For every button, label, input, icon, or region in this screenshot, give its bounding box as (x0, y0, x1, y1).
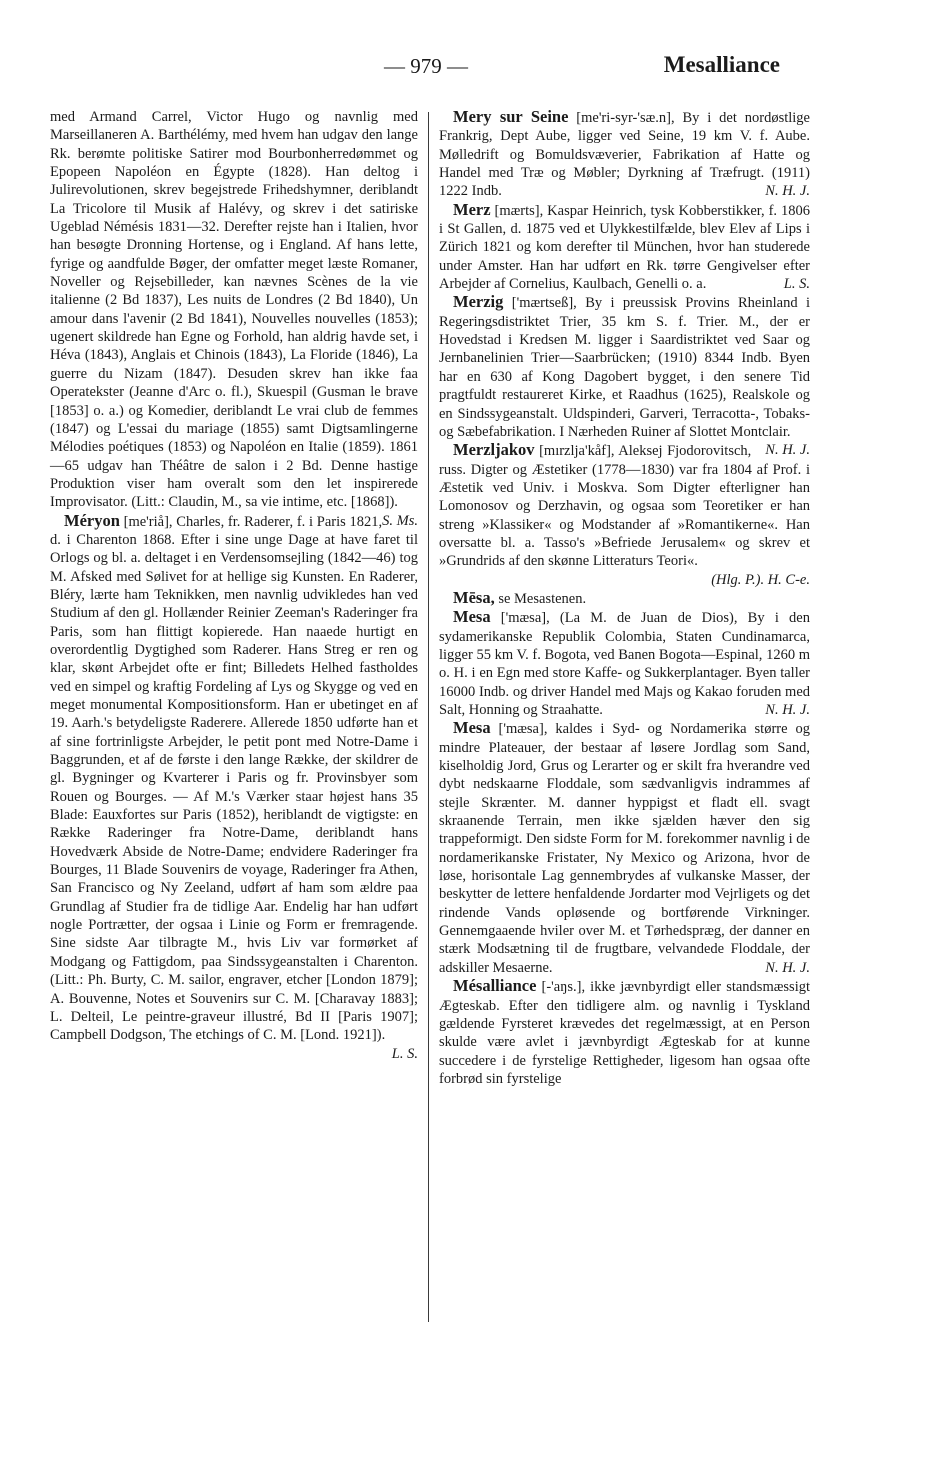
author-signature: N. H. J. (765, 959, 810, 976)
entry-text: [mırzlja'kåf], Aleksej Fjodorovitsch, russ. Digter og Æstetiker (1778—1830) var fra 1804 af Prof. i Æstetik ved Univ. i Moskva. Som Digter efterligner han Lomonosov og Derzhavin, og ogsaa som Teoretiker er han streng »Klassiker« og Modstander af »Romantikerne«. Han oversatte bl. a. Tasso's »Befriede Jerusalem« og skrev et »Grundrids af den skønne Litteraturs Teori«. (439, 443, 810, 570)
author-signature: L. S. (783, 276, 810, 293)
entry-text: ['mæsa], (La M. de Juan de Dios), By i den sydamerikanske Republik Colombia, Staten Cundinamarca, ligger 55 km V. f. Bogota, ved Banen Bogota—Espinal, 1260 m o. H. i en Egn med store Kaffe- og Sukkerplantager. Byen taller 16000 Indb. og driver Handel med Majs og Kakao foruden med Salt, Honning og Straahatte. (439, 610, 810, 718)
entry-text: [-'aŋs.], ikke jævnbyrdigt eller standsmæssigt Ægteskab. Efter den tidligere alm. og navnlig i Tyskland gældende Fyrsteret krævedes det regelmæssigt, at en Person skulde være avlet i jævnbyrdigt Ægteskab for at kunne succedere i de fyrstelige Rettigheder, ligesom han ogsaa ofte forbrød sin fyrstelige (439, 979, 810, 1087)
headword: Mésalliance (453, 976, 537, 996)
headword: Merzljakov (453, 440, 535, 460)
entry-mesa-reference (439, 589, 810, 608)
headword: Merzig (453, 292, 504, 312)
entry-mery-sur-seine (439, 108, 810, 201)
entry-merz (439, 201, 810, 294)
right-column (439, 108, 810, 1088)
running-head: Mesalliance (663, 52, 780, 77)
page-header (0, 52, 928, 82)
entry-text: [me'ri-syr-'sæ.n], By i det nordøstlige Frankrig, Dept Aube, ligger ved Seine, 19 km V. f. Aube. Mølledrift og Bomuldsvæverier, Fabrikation af Hatte og Handel med Træ og Møbler; Dyrkning af Træfrugt. (1911) 1222 Indb. (439, 110, 810, 200)
headword: Mesa (453, 718, 491, 738)
entry-merzljakov (439, 441, 810, 589)
author-signature: L. S. (391, 1045, 418, 1062)
entry-text: [me'riå], Charles, fr. Raderer, f. i Paris 1821, d. i Charenton 1868. Efter i sine unge Dage at have faret til Orlogs og bl. a. deltaget i en Verdensomsejling (1842—46) tog M. Afsked med Sølivet for at hellige sig Kunsten. En Raderer, Bléry, lærte ham Teknikken, men navnlig udvikledes han ved Studium af den gl. Hollænder Reinier Zeeman's Raderinger fra Paris, som han flittigt kopierede. Han naaede hurtigt en overordentlig Dygtighed som Raderer. Hans Streg er ren og klar, skønt Arbejdet ofte er fint; Billedets Helhed fastholdes ved en simpel og kraftig Fordeling af Lys og Skygge og ved en meget monumental Kompositionsform. Han er ubetinget en af 19. Aarh.'s betydeligste Raderere. Allerede 1850 udførte han et af sine fortrinligste Arbejder, le petit pont med Notre-Dame i Baggrunden, et af de første i den lange Række, der skildrer de gl. Bygninger og Kvarterer i Paris og fr. Provinsbyer som Rouen og Bourges. — Af M.'s Værker staar højest hans 35 Blade: Eauxfortes sur Paris (1852), heriblandt de vigtigste: en Række Raderinger fra Notre-Dame, deriblandt hans Hovedværk Abside de Notre-Dame; endvidere Raderinger fra Bourges, 11 Blade Souvenirs de voyage, Raderinger fra Athen, San Francisco og Ny Zeeland, udført af ham som ældre paa Grundlag af Studier fra de tidlige Aar. Endelig har han udført nogle Portrætter, der ogsaa i Linie og Form er fremragende. Sine sidste Aar tilbragte M., hvis Liv var formørket af Modgang og Fattigdom, paa Sindssygeanstalten i Charenton. (Litt.: Ph. Burty, C. M. sailor, engraver, etcher [London 1879]; A. Bouvenne, Notes et Souvenirs sur C. M. [Charavay 1883]; L. Delteil, Le peintre-graveur illustré, Bd II [Paris 1907]; Campbell Dodgson, The etchings of C. M. [Lond. 1921]). (50, 513, 418, 1044)
headword: Méryon (64, 510, 120, 530)
entry-mesa-plateau (439, 719, 810, 977)
author-signature: (Hlg. P.). H. C-e. (711, 571, 810, 588)
entry-text: med Armand Carrel, Victor Hugo og navnlig med Marseillaneren A. Barthélémy, med hvem han udgav den lange Rk. berømte politiske Satirer mod Bourbonherredømmet og Epopeen Napoléon en Égypte (1828). Han deltog i Julirevolutionen, skrev begejstrede Frihedshymner, deriblandt La Tricolore til Musik af Halévy, og skrev i det satiriske Ugeblad Némésis 1831—32. Derefter rejste han i Italien, hvor han besøgte Dronning Hortense, og i England. Af hans lette, fyrige og aandfulde Bøger, der omfatter meget læste Romaner, Noveller og Rejsebilleder, kan nævnes Scènes de la vie italienne (2 Bd 1837), Les nuits de Londres (2 Bd 1840), Un amour dans l'avenir (2 Bd 1841), Nouvelles nouvelles (1853); ugenert skildrede han Egne og Forhold, han aldrig havde set, i Héva (1843), Anglais et Chinois (1843), La Floride (1846), La guerre du Nizam (1847). Desuden skrev han ikke faa Operatekster (Jeanne d'Arc o. fl.), Skuespil (Gusman le brave [1853] o. a.) og Komedier, deriblandt Le vrai club de femmes (1847) og L'essai du mariage (1855) samt Digtsamlingerne Mélodies poétiques (1853) og Napoléon en Italie (1859). 1861—65 udgav han Théâtre de salon i 2 Bd. Denne hastige Produktion viser ham overalt som den let inspirerede Improvisator. (Litt.: Claudin, M., sa vie intime, etc. [1868]). (50, 109, 418, 511)
column-divider (428, 112, 429, 1322)
headword: Mēsa, (453, 587, 495, 607)
entry-text: ['mærtseß], By i preussisk Provins Rheinland i Regeringsdistriktet Trier, 35 km S. f. Trier. M., der er Hovedstad i Kredsen M. ligger i Saardistriktet ved Saar og Jernbanelinien Trier—Saarbrücken; (1910) 8344 Indb. Byen har en 630 af Kong Dagobert bygget, i den senere Tid pragtfuldt restaureret Kirke, et Raadhus (1625), Realskole og en Sindssygeanstalt. Uldspinderi, Garveri, Terracotta-, Tobaks- og Sæbefabrikation. I Nærheden Ruiner af Slottet Montclair. (439, 295, 810, 440)
headword: Mery sur Seine (453, 107, 569, 126)
author-signature: N. H. J. (765, 702, 810, 718)
page-number: — 979 — (384, 54, 468, 78)
entry-text: ['mæsa], kaldes i Syd- og Nordamerika større og mindre Plateauer, der bestaar af løsere Jordlag som Sand, kiselholdig Jord, Grus og Lerarter og er skilt fra hverandre ved dybt nedskaarne Floddale, som sædvanligvis indrammes af stejle Skrænter. M. danner hyppigst et fladt ell. svagt skraanende Terrain, men ikke sjælden hæver den sig trappeformigt. Den sidste Form for M. forekommer navnlig i de nordamerikanske Fristater, Ny Mexico og Arizona, hvor de løse, horisontale Lag gennembrydes af vulkanske Masser, der beskytter de lettere henfaldende Jordarter mod Vejrligets og det rindende Vands opløsende og bortførende Virkninger. Gennemgaaende hviler over M. et Tørhedspræg, der danner en stærk Modsætning til de frugtbare, velvandede Floddale, der adskiller Mesaerne. (439, 721, 810, 976)
entry-mesa-town (439, 608, 810, 719)
author-signature: S. Ms. (382, 512, 418, 529)
headword: Mesa (453, 607, 491, 627)
cross-reference: se Mesastenen. (494, 590, 587, 607)
entry-text: [mærts], Kaspar Heinrich, tysk Kobberstikker, f. 1806 i St Gallen, d. 1875 ved et Ulykkestilfælde, blev Elev af Lips i Zürich 1821 og kom derefter til München, hvor han studerede under Amster. Han har udført en Rk. tørre Gengivelser efter Arbejder af Cornelius, Kaulbach, Genelli o. a. (439, 202, 810, 293)
headword: Merz (453, 199, 491, 219)
entry-mesalliance (439, 977, 810, 1088)
left-column (50, 108, 418, 1063)
author-signature: N. H. J. (765, 442, 810, 459)
entry-meryon (50, 510, 418, 1062)
author-signature: N. H. J. (765, 183, 810, 200)
